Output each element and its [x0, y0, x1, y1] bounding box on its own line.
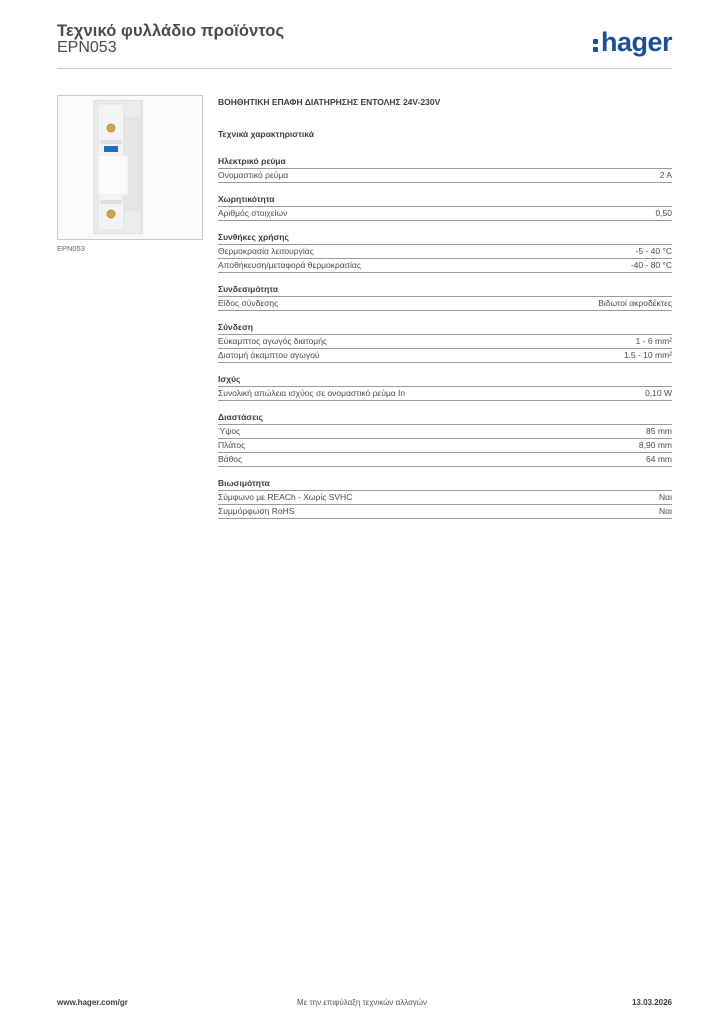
spec-value: Ναι: [659, 506, 672, 516]
section-connectivity: [218, 283, 672, 311]
spec-value: 0,10 W: [645, 388, 672, 398]
spec-row: [218, 259, 672, 273]
spec-label: Αποθήκευση/μεταφορά θερμοκρασίας: [218, 260, 361, 270]
spec-value: 8,90 mm: [638, 440, 672, 450]
spec-row: [218, 169, 672, 183]
header-divider: [57, 68, 672, 69]
section-title: Σύνδεση: [218, 321, 672, 335]
product-image: [57, 95, 203, 240]
section-power: [218, 373, 672, 401]
spec-value: 2 A: [659, 170, 672, 180]
section-connection: [218, 321, 672, 363]
section-title: Διαστάσεις: [218, 411, 672, 425]
spec-value: 0,50: [655, 208, 672, 218]
spec-row: [218, 207, 672, 221]
spec-value: 64 mm: [646, 454, 672, 464]
spec-label: Ύψος: [218, 426, 241, 436]
spec-value: Βιδωτοί ακροδέκτες: [598, 298, 672, 308]
footer-date: 13.03.2026: [631, 998, 672, 1007]
section-title: Συνθήκες χρήσης: [218, 231, 672, 245]
spec-label: Βάθος: [218, 454, 243, 464]
spec-row: [218, 335, 672, 349]
section-usage-conditions: [218, 231, 672, 273]
spec-value: Ναι: [659, 492, 672, 502]
spec-row: [218, 297, 672, 311]
spec-label: Είδος σύνδεσης: [218, 298, 279, 308]
document-title: Τεχνικό φυλλάδιο προϊόντος: [57, 22, 285, 40]
spec-label: Αριθμός στοιχείων: [218, 208, 288, 218]
spec-label: Εύκαμπτος αγωγός διατομής: [218, 336, 328, 346]
spec-value: 85 mm: [646, 426, 672, 436]
section-title: Ηλεκτρικό ρεύμα: [218, 155, 672, 169]
spec-row: [218, 491, 672, 505]
product-image-caption: EPN053: [57, 244, 85, 253]
section-capacity: [218, 193, 672, 221]
section-title: Ισχύς: [218, 373, 672, 387]
section-dimensions: [218, 411, 672, 467]
spec-value: 1 - 6 mm²: [635, 336, 672, 346]
spec-row: [218, 349, 672, 363]
spec-label: Θερμοκρασία λειτουργίας: [218, 246, 314, 256]
logo-text: hager: [600, 27, 672, 57]
section-sustainability: [218, 477, 672, 519]
spec-label: Ονομαστικό ρεύμα: [218, 170, 289, 180]
spec-label: Συνολική απώλεια ισχύος σε ονομαστικό ρεύμα In: [218, 388, 406, 398]
footer-notice: Με την επιφύλαξη τεχνικών αλλαγών: [297, 998, 427, 1007]
logo-mark-icon: [593, 36, 599, 52]
section-electric-current: [218, 155, 672, 183]
spec-row: [218, 387, 672, 401]
spec-value: -40 - 80 °C: [630, 260, 672, 270]
spec-row: [218, 505, 672, 519]
spec-row: [218, 425, 672, 439]
footer-website: www.hager.com/gr: [57, 998, 128, 1007]
spec-row: [218, 439, 672, 453]
spec-value: 1.5 - 10 mm²: [623, 350, 672, 360]
spec-row: [218, 245, 672, 259]
spec-label: Πλάτος: [218, 440, 246, 450]
product-title: ΒΟΗΘΗΤΙΚΗ ΕΠΑΦΗ ΔΙΑΤΗΡΗΣΗΣ ΕΝΤΟΛΗΣ 24V-230V: [218, 97, 441, 107]
product-code: EPN053: [57, 39, 117, 56]
spec-label: Διατομή άκαμπτου αγωγού: [218, 350, 320, 360]
hager-logo: [593, 28, 672, 56]
section-title: Χωρητικότητα: [218, 193, 672, 207]
section-title: Βιωσιμότητα: [218, 477, 672, 491]
spec-label: Συμμόρφωση RoHS: [218, 506, 295, 516]
contact-module-illustration: [88, 100, 148, 234]
specifications-panel: [218, 95, 672, 529]
spec-value: -5 - 40 °C: [635, 246, 672, 256]
spec-row: [218, 453, 672, 467]
spec-label: Σύμφωνο με REACh - Χωρίς SVHC: [218, 492, 353, 502]
section-title: Συνδεσιμότητα: [218, 283, 672, 297]
technical-characteristics-heading: Τεχνικά χαρακτηριστικά: [218, 129, 314, 139]
